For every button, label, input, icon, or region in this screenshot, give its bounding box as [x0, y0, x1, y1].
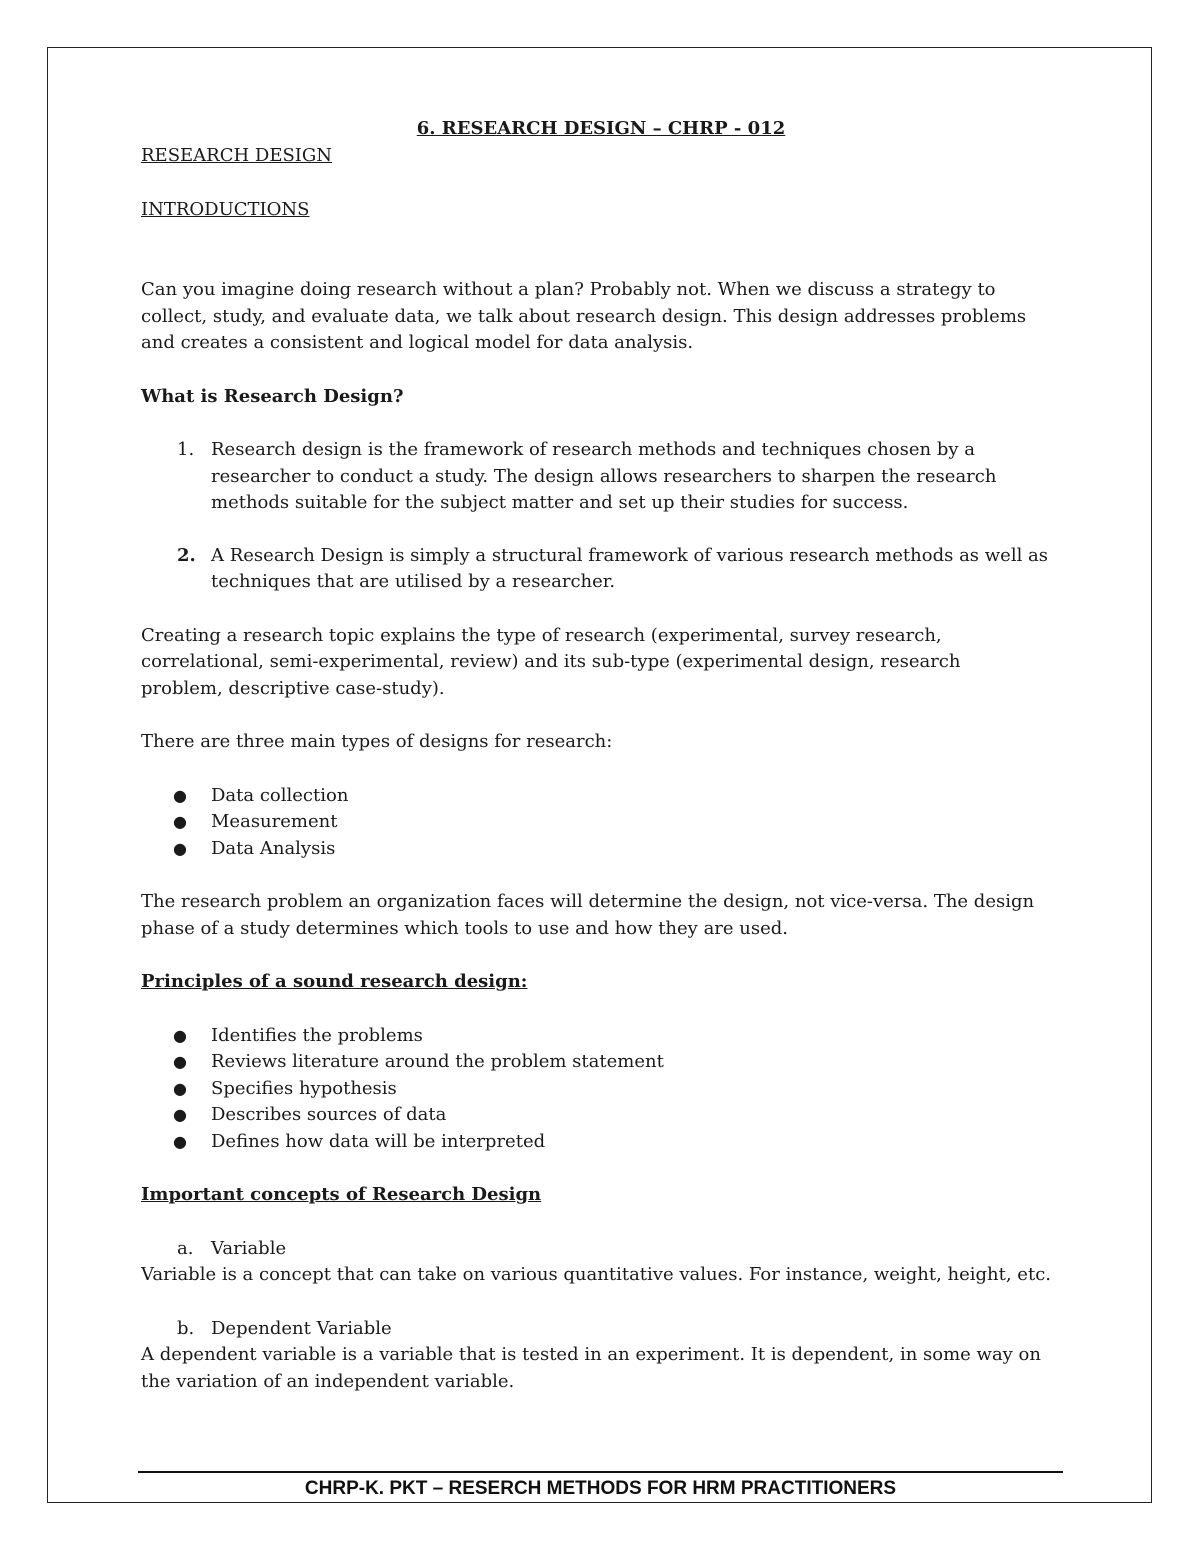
topic-paragraph: Creating a research topic explains the type of research (experimental, survey research, correlational, semi-experimental, review) and its sub-type (experimental design, research problem, descriptive case-study).: [141, 624, 961, 699]
list-item: [141, 809, 1061, 836]
document-body: [141, 116, 1061, 1395]
what-is-heading: What is Research Design?: [141, 385, 404, 407]
list-item-text: Data collection: [211, 784, 349, 806]
list-marker: b.: [177, 1317, 195, 1339]
bullet-icon: ●: [173, 1131, 187, 1151]
list-item-text: Specifies hypothesis: [211, 1077, 397, 1099]
concept-term: [141, 1316, 1061, 1343]
list-item-text: Reviews literature around the problem statement: [211, 1051, 664, 1072]
list-item: [141, 1076, 1061, 1103]
list-item-text: Defines how data will be interpreted: [211, 1130, 546, 1152]
section-heading: RESEARCH DESIGN: [141, 145, 333, 166]
list-marker: 1.: [177, 439, 195, 460]
concept-term-text: Variable: [211, 1237, 287, 1259]
footer-text: CHRP-K. PKT – RESERCH METHODS FOR HRM PRACTITIONERS: [304, 1478, 897, 1499]
document-title: 6. RESEARCH DESIGN – CHRP - 012: [416, 118, 786, 139]
bullet-icon: ●: [173, 785, 187, 805]
list-item-text: Measurement: [211, 811, 338, 832]
bullet-icon: ●: [173, 812, 187, 831]
intro-paragraph: Can you imagine doing research without a plan? Probably not. When we discuss a strategy to collect, study, and evaluate data, we talk about research design. This design addresses problems and creates a consistent and logical model for data analysis.: [141, 279, 1027, 353]
principles-heading: Principles of a sound research design:: [141, 971, 528, 992]
list-item: [141, 437, 1061, 517]
intro-heading: INTRODUCTIONS: [141, 198, 310, 220]
footer-rule: [138, 1471, 1063, 1473]
list-item: [141, 1102, 1061, 1129]
list-item: [141, 1049, 1061, 1076]
list-marker: 2.: [177, 544, 196, 566]
list-item: [141, 1129, 1061, 1156]
concept-term-text: Dependent Variable: [211, 1317, 392, 1339]
bullet-icon: ●: [173, 1025, 187, 1045]
list-item: [141, 543, 1061, 596]
concept-description: Variable is a concept that can take on various quantitative values. For instance, weight, height, etc.: [141, 1264, 1051, 1285]
concept-term: [141, 1236, 1061, 1263]
list-item-text: A Research Design is simply a structural framework of various research methods as well as techniques that are utilised by a researcher.: [211, 544, 1049, 592]
list-item: [141, 1023, 1061, 1050]
bullet-icon: ●: [173, 1078, 187, 1098]
list-item-text: Data Analysis: [211, 837, 336, 859]
types-list: [141, 783, 1061, 863]
concept-description: A dependent variable is a variable that is tested in an experiment. It is dependent, in some way on the variation of an independent variable.: [141, 1344, 1041, 1392]
list-item: [141, 836, 1061, 863]
list-marker: a.: [177, 1237, 194, 1259]
list-item-text: Identifies the problems: [211, 1024, 423, 1046]
bullet-icon: ●: [173, 1052, 187, 1071]
concepts-list: [141, 1236, 1061, 1263]
list-item-text: Research design is the framework of research methods and techniques chosen by a researcher to conduct a study. The design allows researchers to sharpen the research methods suitable for the subject matter and set up their studies for success.: [211, 439, 997, 513]
types-intro: There are three main types of designs for research:: [141, 731, 613, 752]
concepts-list: [141, 1316, 1061, 1343]
principles-list: [141, 1023, 1061, 1156]
problem-paragraph: The research problem an organization faces will determine the design, not vice-versa. The design phase of a study determines which tools to use and how they are used.: [141, 891, 1035, 939]
bullet-icon: ●: [173, 838, 187, 858]
bullet-icon: ●: [173, 1105, 187, 1124]
list-item: [141, 783, 1061, 810]
concepts-heading: Important concepts of Research Design: [141, 1184, 542, 1205]
list-item-text: Describes sources of data: [211, 1104, 447, 1125]
definitions-list: [141, 437, 1061, 596]
